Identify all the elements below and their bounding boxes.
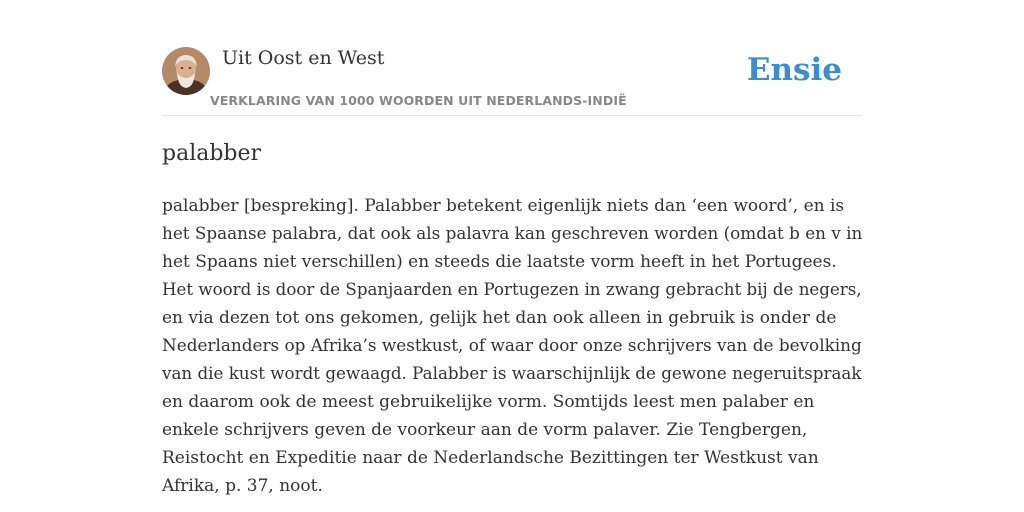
- dictionary-subtitle[interactable]: VERKLARING VAN 1000 WOORDEN UIT NEDERLANDS-INDIË: [210, 93, 627, 108]
- ensie-logo[interactable]: Ensie: [746, 52, 842, 88]
- entry-term: palabber: [162, 141, 262, 166]
- definition-line: het Spaans niet verschillen) en steeds die laatste vorm heeft in het Portugees.: [162, 252, 837, 272]
- header-divider: [162, 115, 862, 116]
- definition-line: enkele schrijvers geven de voorkeur aan de vorm palaver. Zie Tengbergen,: [162, 420, 808, 440]
- definition-line: en via dezen tot ons gekomen, gelijk het dan ook alleen in gebruik is onder de: [162, 308, 837, 328]
- definition-line: Reistocht en Expeditie naar de Nederlandsche Bezittingen ter Westkust van: [162, 448, 819, 468]
- definition-line: van die kust wordt gewaagd. Palabber is waarschijnlijk de gewone negeruitspraak: [162, 364, 862, 384]
- definition-line: Nederlanders op Afrika’s westkust, of waar door onze schrijvers van de bevolking: [162, 336, 862, 356]
- author-name[interactable]: Uit Oost en West: [222, 47, 385, 69]
- portrait-avatar-icon: [162, 47, 210, 95]
- author-avatar[interactable]: [162, 47, 210, 95]
- definition-line: het Spaanse palabra, dat ook als palavra kan geschreven worden (omdat b en v in: [162, 224, 863, 244]
- definition-line: Afrika, p. 37, noot.: [162, 476, 323, 496]
- entry-definition: [162, 192, 862, 500]
- definition-line: Het woord is door de Spanjaarden en Portugezen in zwang gebracht bij de negers,: [162, 280, 862, 300]
- definition-line: en daarom ook de meest gebruikelijke vorm. Somtijds leest men palaber en: [162, 392, 815, 412]
- definition-line: palabber [bespreking]. Palabber betekent eigenlijk niets dan ‘een woord’, en is: [162, 196, 845, 216]
